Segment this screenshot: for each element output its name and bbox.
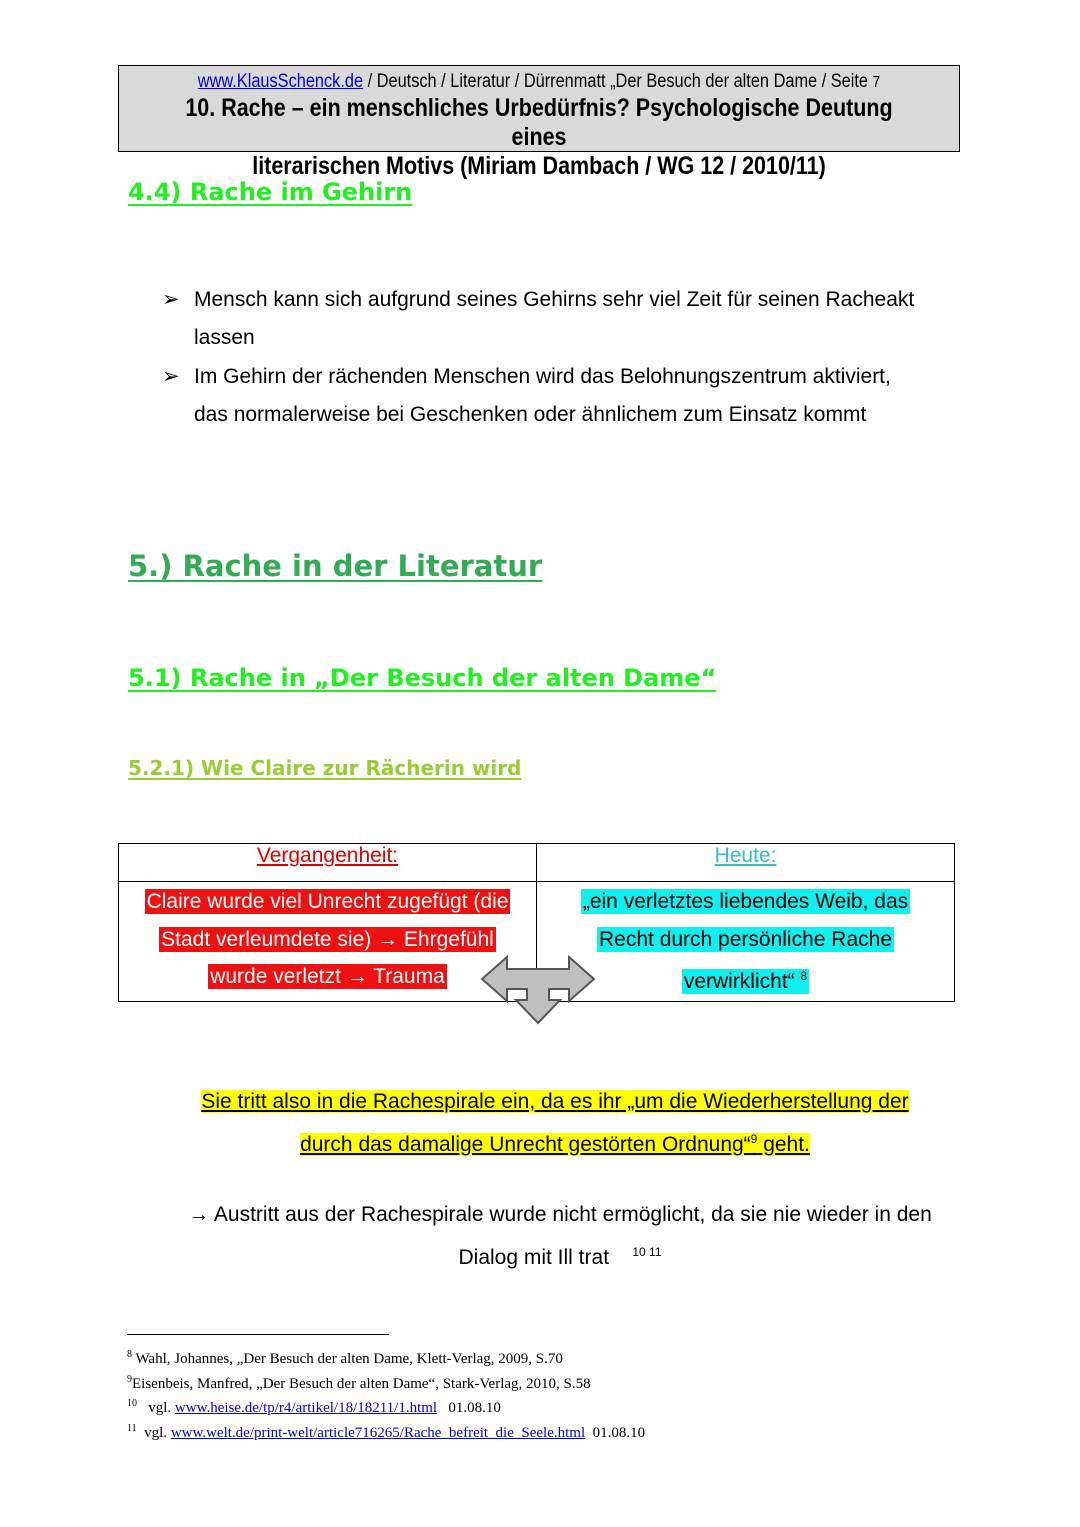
page-header xyxy=(118,65,960,180)
footnote-item: $^{10}$ vgl. www.heise.de/tp/r4/artikel/18/18211/1.html 01.08.10 xyxy=(127,1398,501,1416)
table-header-past xyxy=(119,844,537,882)
bullet-line: das normalerweise bei Geschenken oder ähnlichem zum Einsatz kommt xyxy=(194,402,867,426)
footnote-item: $^{11}$ vgl. www.welt.de/print-welt/article716265/Rache_befreit_die_Seele.html 01.08.10 xyxy=(127,1422,646,1441)
arrowhead-bullet-icon: ➢ xyxy=(162,365,180,388)
table-cell-today xyxy=(537,882,955,1002)
footnote-link[interactable]: www.welt.de/print-welt/article716265/Rache_befreit_die_Seele.html xyxy=(170,1424,586,1441)
austritt-line: Dialog mit Ill trat $^{10 11}$ xyxy=(458,1244,662,1269)
footnote-item: $^8$ Wahl, Johannes, „Der Besuch der alten Dame, Klett-Verlag, 2009, S.70 xyxy=(127,1349,563,1367)
bullet-line: Im Gehirn der rächenden Menschen wird das Belohnungszentrum aktiviert, xyxy=(194,365,891,388)
past-line: Stadt verleumdete sie) → Ehrgefühl xyxy=(161,927,494,951)
footnote-item: $^9$Eisenbeis, Manfred, „Der Besuch der alten Dame“, Stark-Verlag, 2010, S.58 xyxy=(127,1373,591,1392)
footnote-divider xyxy=(127,1334,389,1335)
past-label: Vergangenheit: xyxy=(256,844,399,867)
heading-5: 5.) Rache in der Literatur xyxy=(128,549,543,583)
header-path xyxy=(178,71,900,93)
footnote-ref: 9 xyxy=(750,1131,758,1146)
heading-5-2-1: 5.2.1) Wie Claire zur Rächerin wird xyxy=(128,756,522,780)
arrowhead-bullet-icon: ➢ xyxy=(162,288,180,311)
conclusion-line: durch das damalige Unrecht gestörten Ordnung“$^9$ geht. xyxy=(300,1131,810,1156)
table-header-today xyxy=(537,844,955,882)
today-label: Heute: xyxy=(714,844,777,867)
footnote-link[interactable]: www.heise.de/tp/r4/artikel/18/18211/1.html xyxy=(174,1400,438,1416)
bullet-line: lassen xyxy=(194,325,255,349)
bullet-item xyxy=(160,281,960,356)
conclusion-line: Sie tritt also in die Rachespirale ein, da es ihr „um die Wiederherstellung der xyxy=(201,1090,909,1113)
table-cell-past xyxy=(119,882,537,1002)
site-link[interactable]: www.KlausSchenck.de xyxy=(197,71,364,92)
page-number: 7 xyxy=(872,74,881,91)
page-title xyxy=(178,94,900,181)
today-line: Recht durch persönliche Rache xyxy=(599,927,892,951)
three-way-arrow-icon xyxy=(480,955,596,1025)
bullet-list xyxy=(160,281,960,433)
title-line-1: 10. Rache – ein menschliches Urbedürfnis? Psychologische Deutung eines xyxy=(185,94,893,151)
heading-4-4: 4.4) Rache im Gehirn xyxy=(128,178,413,206)
footnote-ref: 8 xyxy=(800,969,808,983)
austritt-text xyxy=(160,1196,960,1276)
today-line: verwirklicht“ $^8$ xyxy=(683,969,808,993)
today-line: „ein verletztes liebendes Weib, das xyxy=(582,890,909,913)
austritt-line: → Austritt aus der Rachespirale wurde nicht ermöglicht, da sie nie wieder in den xyxy=(188,1203,932,1226)
past-line: wurde verletzt → Trauma xyxy=(210,965,445,988)
footnote-ref: 10 11 xyxy=(632,1244,662,1259)
bullet-line: Mensch kann sich aufgrund seines Gehirns sehr viel Zeit für seinen Racheakt xyxy=(194,288,915,311)
header-breadcrumb: / Deutsch / Literatur / Dürrenmatt „Der Besuch der alten Dame / Seite xyxy=(363,71,869,92)
conclusion-text xyxy=(150,1083,960,1163)
footnotes xyxy=(127,1345,947,1443)
title-line-2: literarischen Motivs (Miriam Dambach / WG 12 / 2010/11) xyxy=(252,152,826,180)
bullet-item xyxy=(160,358,960,433)
heading-5-1: 5.1) Rache in „Der Besuch der alten Dame“ xyxy=(128,664,717,692)
past-line: Claire wurde viel Unrecht zugefügt (die xyxy=(146,890,509,913)
